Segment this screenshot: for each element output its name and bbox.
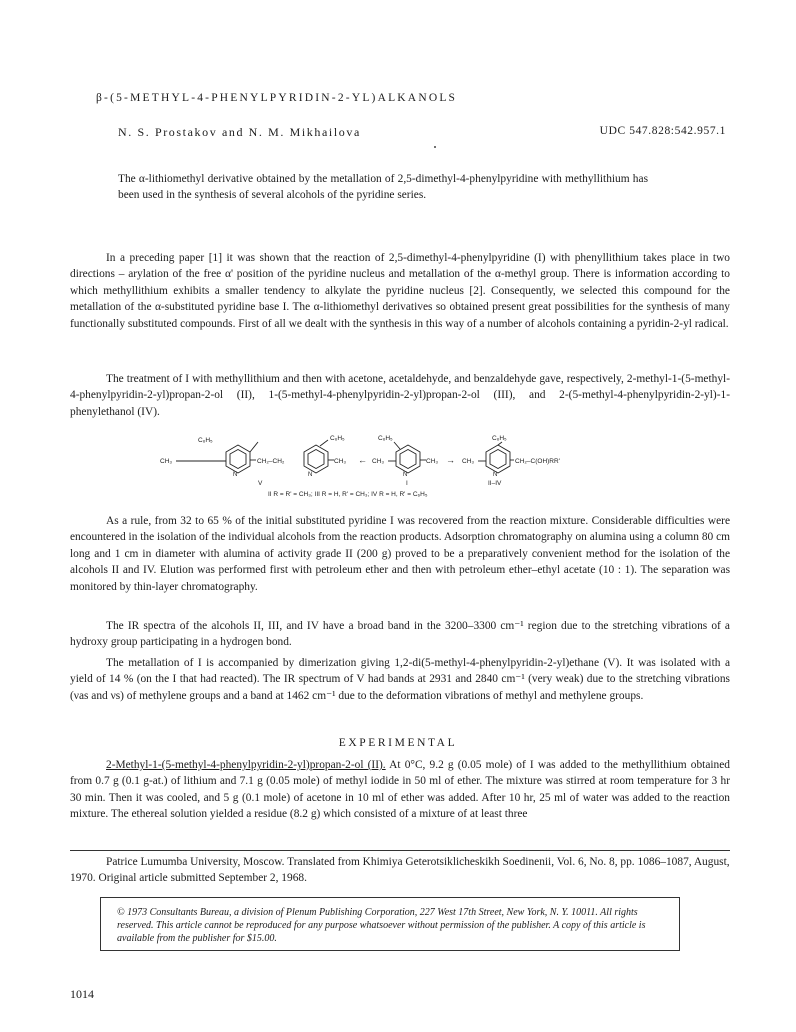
abstract: The α-lithiomethyl derivative obtained by the metallation of 2,5-dimethyl-4-phenylpyridine with methyllithium has been used in the synthesis of several alcohols of the pyridine series. — [118, 173, 648, 201]
reaction-scheme — [160, 430, 640, 500]
article-title: β-(5-METHYL-4-PHENYLPYRIDIN-2-YL)ALKANOLS — [96, 92, 458, 104]
paragraph-chromatography: As a rule, from 32 to 65 % of the initial substituted pyridine I was recovered from the reaction mixture. Considerable difficulties were encountered in the isolation of the individual alcohols from the reaction products. Adsorption chromatography on alumina using a column 80 cm long and 1 cm in diameter with alumina of activity grade II (200 g) proved to be a preparatively convenient method for the isolation of the alcohols II and IV. Elution was performed first with petroleum ether and then with petroleum ether–ethyl acetate (10 : 1). The separation was monitored by thin-layer chromatography. — [70, 515, 730, 593]
experimental-procedure: At 0°C, 9.2 g (0.05 mole) of I was added to the methyllithium obtained from 0.7 g (0.1 g-at.) of lithium and 7.1 g (0.05 mole) of methyl iodide in 50 ml of ether. The mixture was stirred at room temperature for 3 hr 30 min. Then it was cooled, and 5 g (0.1 mole) of acetone in 10 ml of ether was added. After 10 hr, 25 ml of water was added to the reaction mixture. The ethereal solution yielded a residue (8.2 g) which consisted of a mixture of at least three — [70, 759, 731, 821]
scheme-n-1: N — [233, 472, 238, 478]
compound-name-ii: 2-Methyl-1-(5-methyl-4-phenylpyridin-2-yl)propan-2-ol (II). — [106, 759, 386, 771]
paragraph-dimerization: The metallation of I is accompanied by dimerization giving 1,2-di(5-methyl-4-phenylpyridin-2-yl)ethane (V). It was isolated with a yield of 14 % (on the I that had reacted). The IR spectrum of V had bands at 2931 and 2840 cm⁻¹ (very weak) due to the stretching vibrations (νas and νs) of methylene groups and a band at 1462 cm⁻¹ due to the deformation vibrations of methyl and methylene groups. — [70, 657, 730, 702]
scheme-arrow-left: ← — [358, 455, 367, 465]
scheme-arrow-right: → — [446, 455, 455, 465]
stray-dot — [434, 146, 436, 148]
scheme-c6h5-1: C₆H₅ — [198, 437, 213, 444]
scheme-side-chain: CH₂–C(OH)RR' — [515, 458, 560, 465]
article-authors: N. S. Prostakov and N. M. Mikhailova — [118, 125, 361, 139]
paragraph-treatment: The treatment of I with methyllithium and then with acetone, acetaldehyde, and benzaldehyde gave, respectively, 2-methyl-1-(5-methyl-4-phenylpyridin-2-yl)propan-2-ol (II), 1-(5-methyl-4-phenylpyridin-2-yl)propan-2-ol (III), and 2-(5-methyl-4-phenylpyridin-2-yl)-1-phenylethanol (IV). — [70, 373, 730, 418]
scheme-n-4: N — [493, 472, 498, 478]
scheme-c6h5-2: C₆H₅ — [330, 435, 345, 442]
scheme-label-ii-iv: II–IV — [488, 480, 502, 487]
paragraph-ir-alcohols: The IR spectra of the alcohols II, III, and IV have a broad band in the 3200–3300 cm⁻¹ region due to the stretching vibrations of a hydroxy group participating in a hydrogen bond. — [70, 620, 730, 649]
scheme-ch3-2: CH₃ — [334, 458, 347, 465]
page-number: 1014 — [70, 987, 94, 1001]
footnote-rule — [70, 850, 730, 851]
scheme-label-v: V — [258, 480, 263, 487]
scheme-c6h5-3: C₆H₅ — [378, 435, 393, 442]
experimental-heading: EXPERIMENTAL — [338, 737, 458, 749]
udc-code: UDC 547.828:542.957.1 — [599, 125, 726, 137]
scheme-c6h5-4: C₆H₅ — [492, 435, 507, 442]
scheme-legend: II R = R' = CH₃; III R = H, R' = CH₃; IV R = H, R' = C₆H₅ — [268, 491, 428, 498]
scheme-label-i: I — [406, 480, 408, 487]
scheme-ch3-3: CH₃ — [372, 458, 385, 465]
copyright-box: © 1973 Consultants Bureau, a division of Plenum Publishing Corporation, 227 West 17th Street, New York, N. Y. 10011. All rights reserved. This article cannot be reproduced for any purpose whatsoever without permission of the publisher. A copy of this article is available from the publisher for $15.00. — [100, 897, 680, 951]
scheme-ch3-5: CH₃ — [462, 458, 475, 465]
scheme-n-3: N — [403, 472, 408, 478]
paragraph-experimental — [70, 757, 730, 823]
scheme-ch3-1: CH₃ — [160, 458, 173, 465]
footnote-affiliation: Patrice Lumumba University, Moscow. Translated from Khimiya Geterotsiklicheskikh Soedinenii, Vol. 6, No. 8, pp. 1086–1087, August, 1970. Original article submitted September 2, 1968. — [70, 856, 730, 884]
paragraph-intro: In a preceding paper [1] it was shown that the reaction of 2,5-dimethyl-4-phenylpyridine (I) with phenyllithium takes place in two directions – arylation of the free α' position of the pyridine nucleus and metallation of the α-methyl group. There is information according to which methyllithium exhibits a smaller tendency to alkylate the pyridine nucleus [2]. Consequently, we selected this compound for the metallation of the α-substituted pyridine base I. The α-lithiomethyl derivatives so obtained present great possibilities for the synthesis of many functionally substituted compounds. First of all we dealt with the synthesis in this way of a number of alcohols containing a pyridin-2-yl radical. — [70, 252, 730, 330]
ring-ii-iv — [478, 442, 514, 473]
scheme-ch3-4: CH₃ — [426, 458, 439, 465]
ring-v-left — [226, 442, 258, 473]
scheme-n-2: N — [308, 472, 313, 478]
scheme-bridge: CH₂–CH₂ — [257, 458, 285, 465]
ring-v-right — [304, 440, 334, 473]
ring-i — [388, 442, 426, 473]
